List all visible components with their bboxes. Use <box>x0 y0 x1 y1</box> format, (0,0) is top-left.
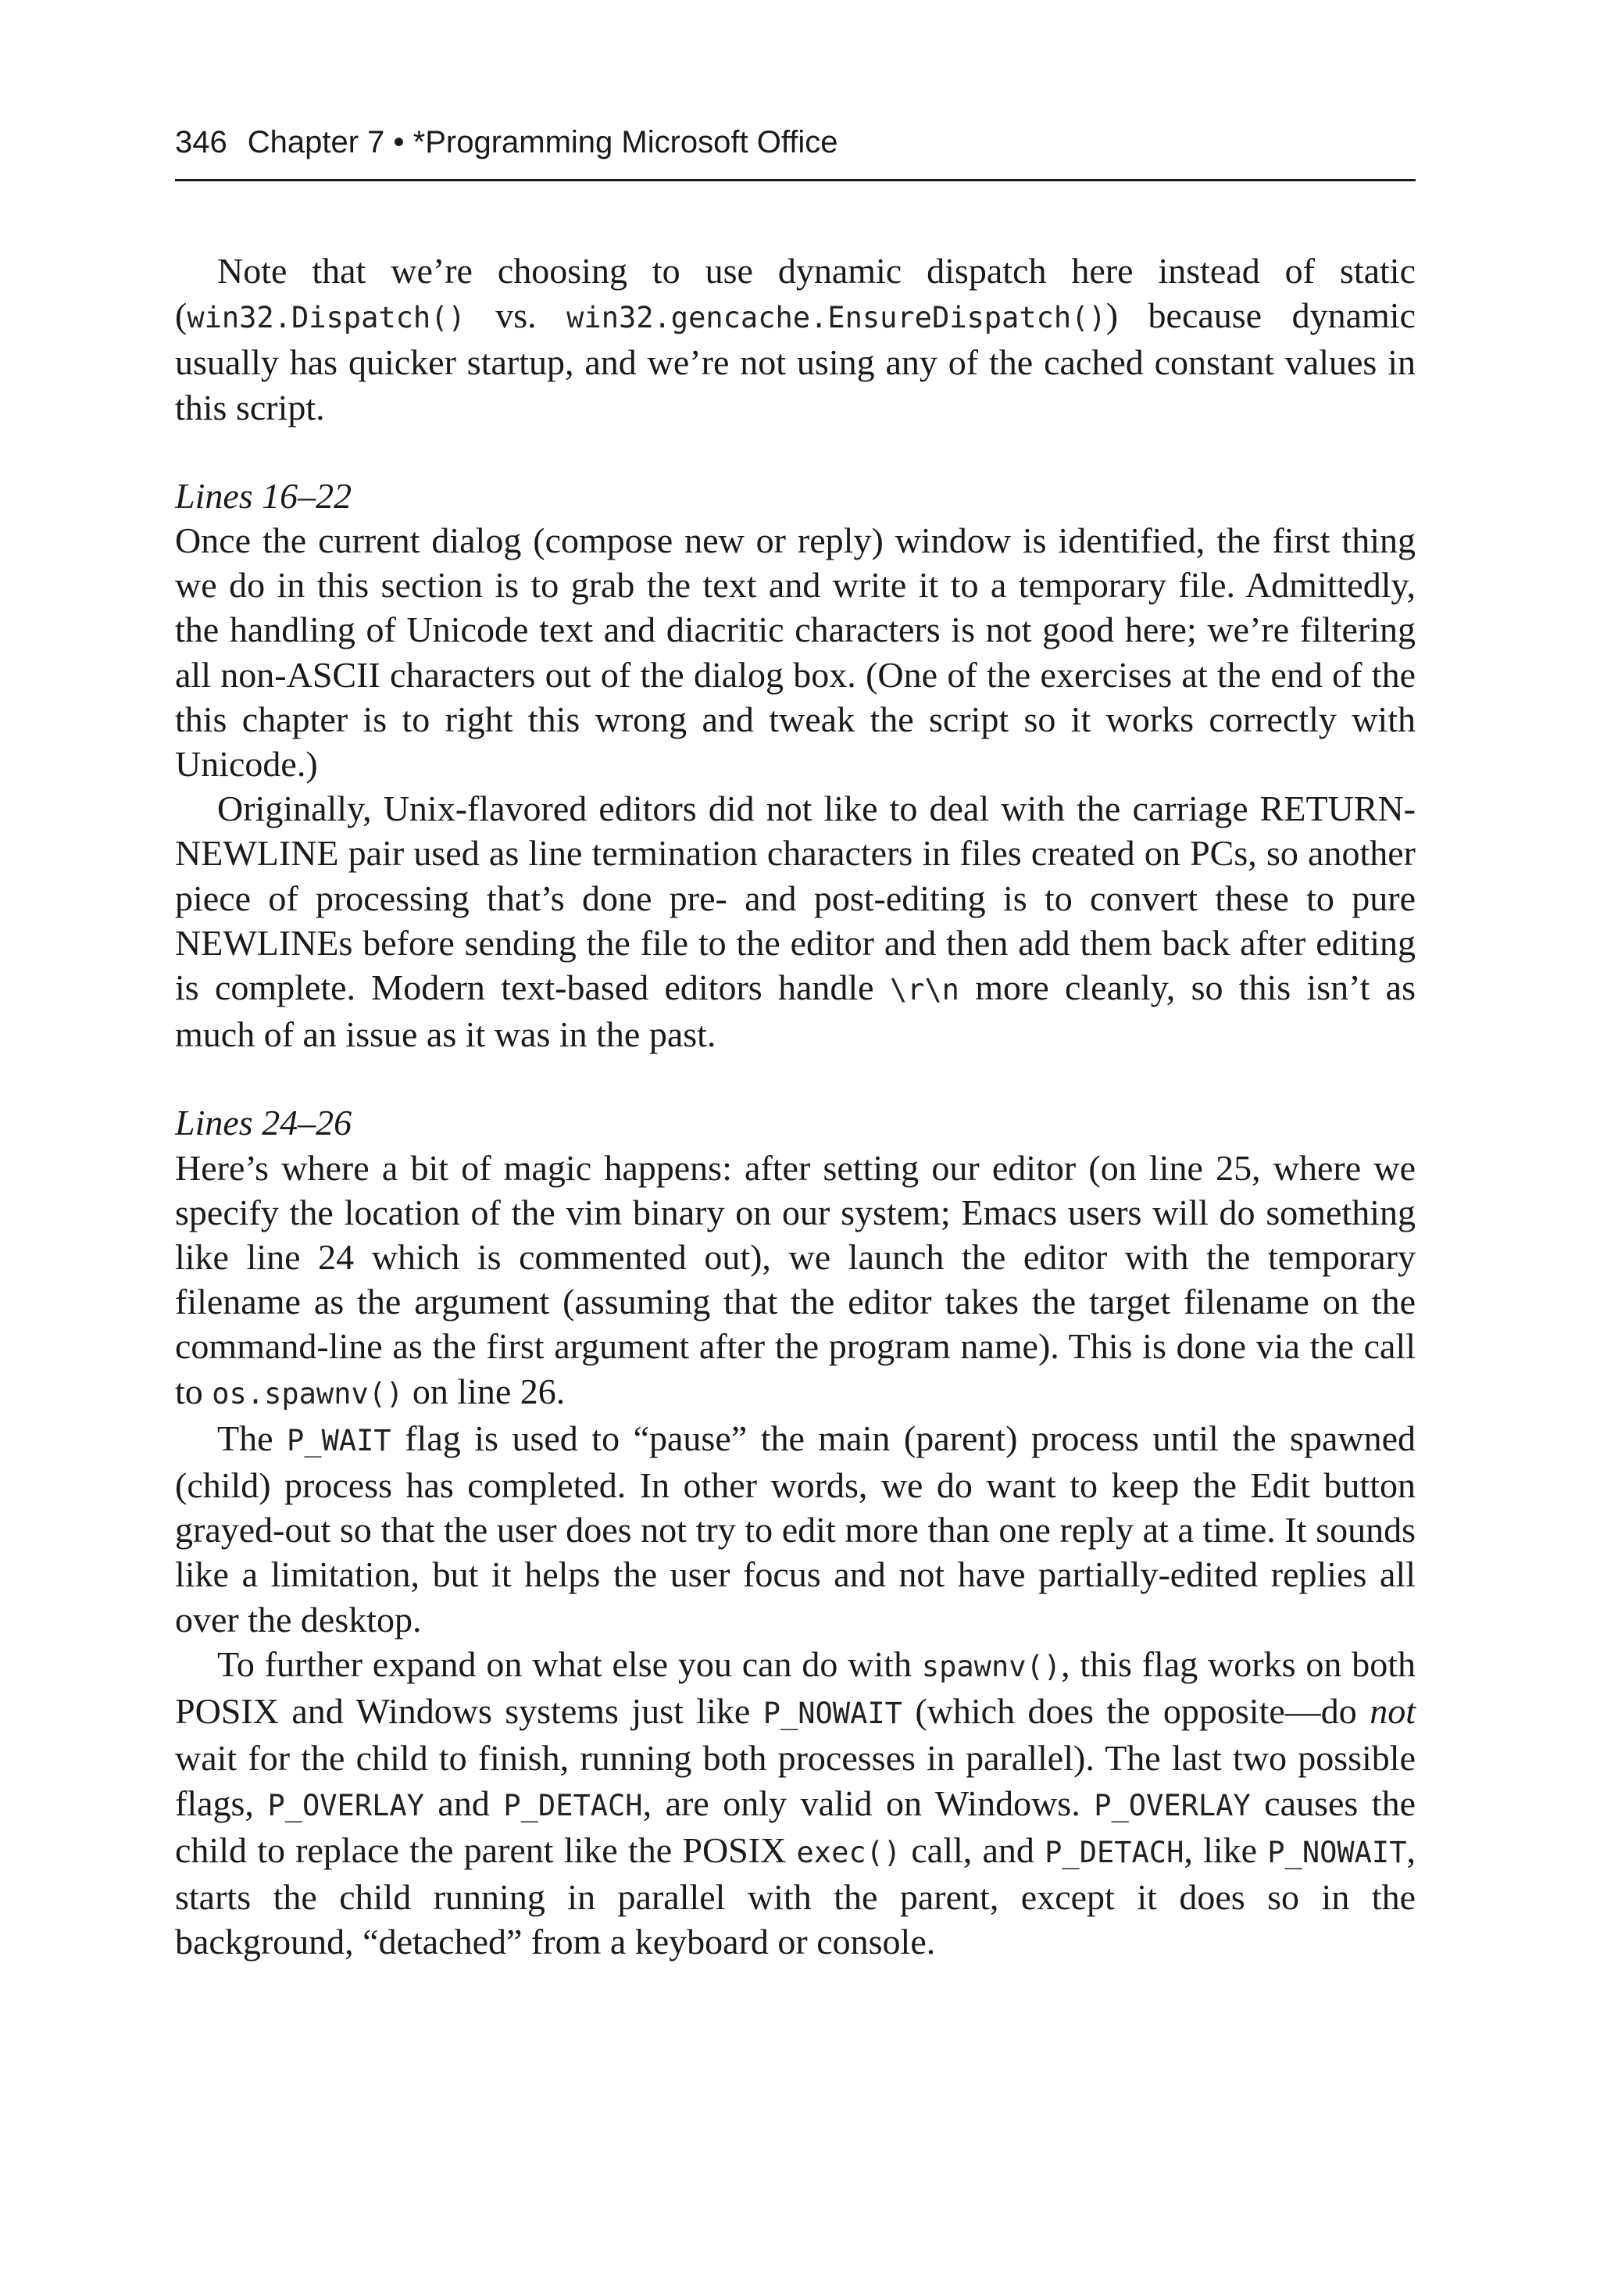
header-rule <box>175 179 1416 181</box>
paragraph: To further expand on what else you can do with spawnv(), this flag works on both POSIX and Windows systems just like P_NOWAIT (which does the opposite—do not wait for the child to finish, running both processes in parallel). The last two possible flags, P_OVERLAY and P_DETACH, are only valid on Windows. P_OVERLAY causes the child to replace the parent like the POSIX exec() call, and P_DETACH, like P_NOWAIT, starts the child running in parallel with the parent, except it does so in the background, “detached” from a keyboard or console. <box>175 1643 1416 1962</box>
body-text <box>175 249 1416 1964</box>
code-p-overlay: P_OVERLAY <box>267 1788 424 1822</box>
chapter-title: Chapter 7 • *Programming Microsoft Office <box>247 125 838 159</box>
code-ensure-dispatch: win32.gencache.EnsureDispatch() <box>566 301 1106 335</box>
code-p-nowait: P_NOWAIT <box>762 1697 902 1731</box>
running-head <box>175 119 1416 166</box>
paragraph: Once the current dialog (compose new or reply) window is identified, the first thing we do in this section is to grab the text and write it to a temporary file. Admittedly, the handling of Unicode text and diacritic characters is not good here; we’re filtering all non-ASCII characters out of the dialog box. (One of the exercises at the end of the this chapter is to right this wrong and tweak the script so it works correctly with Unicode.) <box>175 520 1416 785</box>
code-p-wait: P_WAIT <box>287 1423 391 1457</box>
code-os-spawnv: os.spawnv() <box>212 1376 404 1411</box>
code-p-detach: P_DETACH <box>503 1788 643 1822</box>
code-crlf: \r\n <box>889 973 959 1007</box>
code-p-nowait: P_NOWAIT <box>1267 1835 1407 1869</box>
code-win32-dispatch: win32.Dispatch() <box>187 301 466 335</box>
paragraph: The P_WAIT flag is used to “pause” the main (parent) process until the spawned (child) process has completed. In other words, we do want to keep the Edit button grayed-out so that the user does not try to edit more than one reply at a time. It sounds like a limitation, but it helps the user focus and not have partially-edited replies all over the desktop. <box>175 1418 1416 1640</box>
code-spawnv: spawnv() <box>921 1649 1062 1683</box>
intro-paragraph: Note that we’re choosing to use dynamic dispatch here instead of static (win32.Dispatch() vs. win32.gencache.EnsureDispatch()) because dynamic usually has quicker startup, and we’re not using any of the cached constant values in this script. <box>175 251 1416 427</box>
section-heading-lines-24-26: Lines 24–26 <box>175 1103 352 1143</box>
code-p-detach: P_DETACH <box>1045 1835 1184 1869</box>
paragraph: Here’s where a bit of magic happens: after setting our editor (on line 25, where we specify the location of the vim binary on our system; Emacs users will do something like line 24 which is commented out), we launch the editor with the temporary filename as the argument (assuming that the editor takes the target filename on the command-line as the first argument after the program name). This is done via the call to os.spawnv() on line 26. <box>175 1147 1416 1411</box>
code-exec: exec() <box>796 1835 902 1869</box>
emphasis-not: not <box>1370 1691 1416 1732</box>
page-number: 346 <box>175 125 227 159</box>
section-heading-lines-16-22: Lines 16–22 <box>175 475 352 516</box>
code-p-overlay: P_OVERLAY <box>1094 1788 1251 1822</box>
paragraph: Originally, Unix-flavored editors did not like to deal with the carriage RETURN-NEWLINE pair used as line termination characters in files created on PCs, so another piece of processing that’s done pre- and post-editing is to convert these to pure NEWLINEs before sending the file to the editor and then add them back after editing is complete. Modern text-based editors handle \r\n more cleanly, so this isn’t as much of an issue as it was in the past. <box>175 789 1416 1055</box>
